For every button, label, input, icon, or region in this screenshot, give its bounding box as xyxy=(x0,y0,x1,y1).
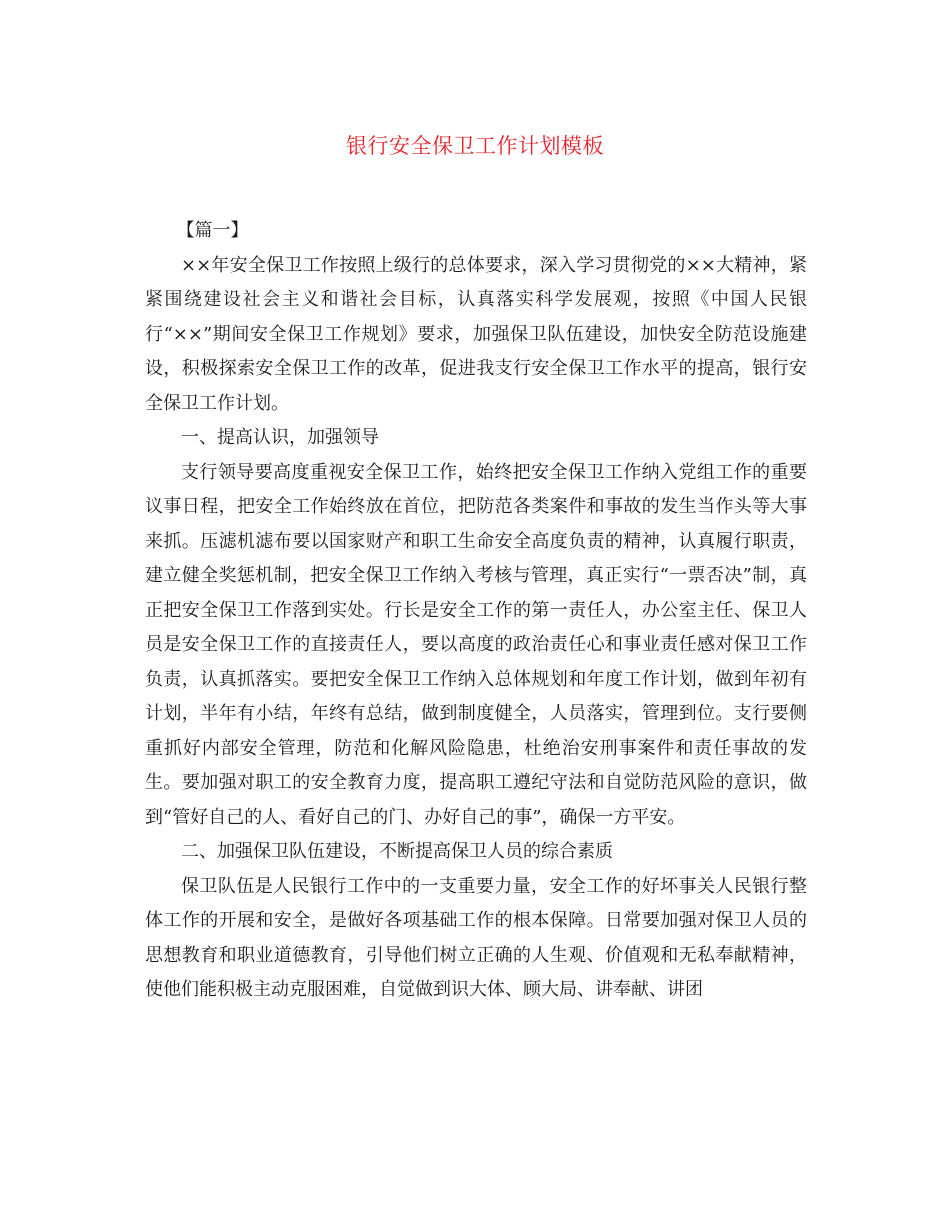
document-body xyxy=(145,214,807,1008)
section-1-paragraph: 支行领导要高度重视安全保卫工作，始终把安全保卫工作纳入党组工作的重要议事日程，把安全工作始终放在首位，把防范各类案件和事故的发生当作头等大事来抓。压滤机滤布要以国家财产和职工生命安全高度负责的精神，认真履行职责，建立健全奖惩机制，把安全保卫工作纳入考核与管理，真正实行“一票否决”制，真正把安全保卫工作落到实处。行长是安全工作的第一责任人，办公室主任、保卫人员是安全保卫工作的直接责任人，要以高度的政治责任心和事业责任感对保卫工作负责，认真抓落实。要把安全保卫工作纳入总体规划和年度工作计划，做到年初有计划，半年有小结，年终有总结，做到制度健全，人员落实，管理到位。支行要侧重抓好内部安全管理，防范和化解风险隐患，杜绝治安刑事案件和责任事故的发生。要加强对职工的安全教育力度，提高职工遵纪守法和自觉防范风险的意识，做到“管好自己的人、看好自己的门、办好自己的事”，确保一方平安。 xyxy=(145,461,807,828)
section-2-paragraph: 保卫队伍是人民银行工作中的一支重要力量，安全工作的好坏事关人民银行整体工作的开展和安全，是做好各项基础工作的根本保障。日常要加强对保卫人员的思想教育和职业道德教育，引导他们树立正确的人生观、价值观和无私奉献精神，使他们能积极主动克服困难，自觉做到识大体、顾大局、讲奉献、讲团 xyxy=(145,875,807,1000)
document-title: 银行安全保卫工作计划模板 xyxy=(346,134,604,158)
section-marker: 【篇一】 xyxy=(176,220,249,241)
intro-paragraph: ××年安全保卫工作按照上级行的总体要求，深入学习贯彻党的××大精神，紧紧围绕建设社会主义和谐社会目标，认真落实科学发展观，按照《中国人民银行“××”期间安全保卫工作规划》要求，加强保卫队伍建设，加快安全防范设施建设，积极探索安全保卫工作的改革，促进我支行安全保卫工作水平的提高，银行安全保卫工作计划。 xyxy=(145,254,807,414)
section-heading-2: 二、加强保卫队伍建设，不断提高保卫人员的综合素质 xyxy=(181,841,613,862)
section-heading-1: 一、提高认识，加强领导 xyxy=(181,427,379,448)
